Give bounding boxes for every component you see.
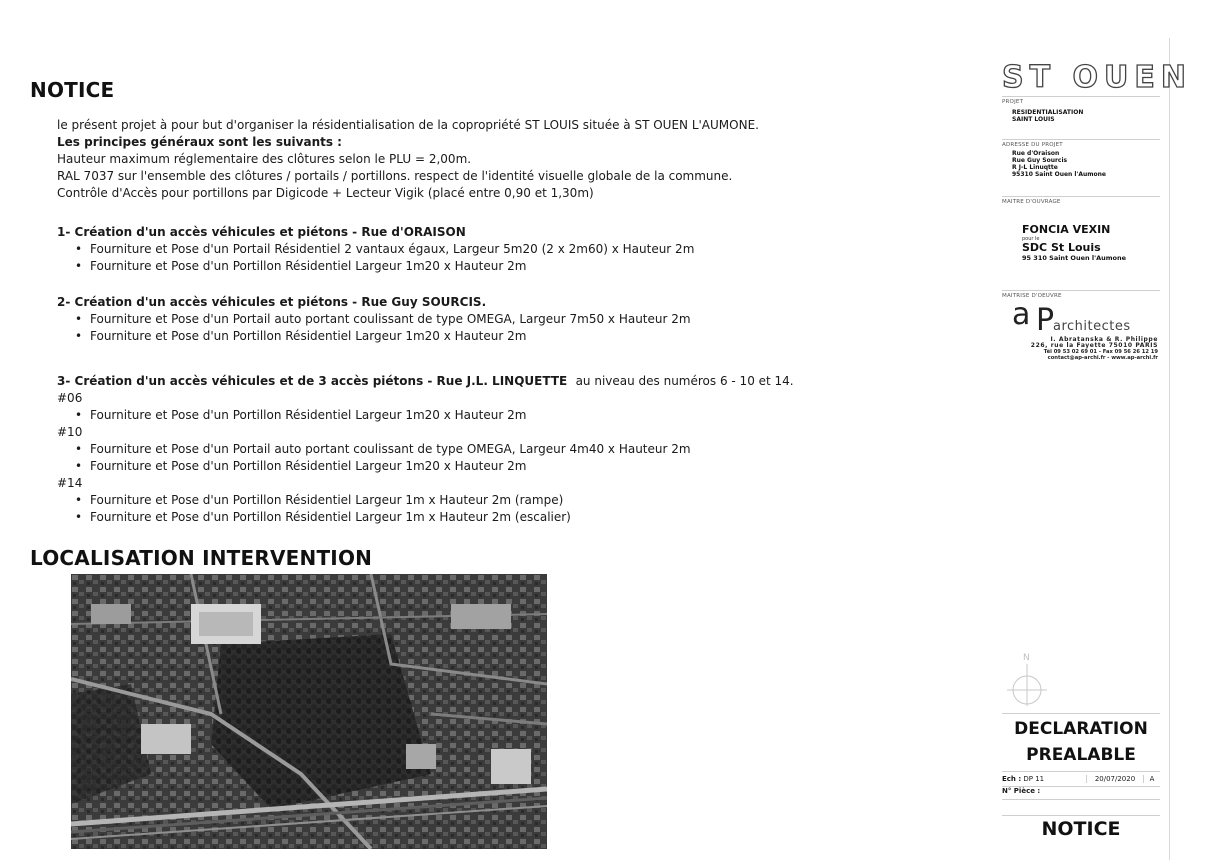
brand-logo: ST OUEN xyxy=(1002,60,1192,95)
maitrise-oeuvre-label: MAITRISE D'OEUVRE xyxy=(1002,293,1062,299)
declaration-block xyxy=(1002,713,1160,766)
svg-text:N: N xyxy=(1023,653,1030,663)
maitrise-oeuvre-block xyxy=(1002,290,1160,361)
architect-phone: Tél 09 53 02 69 01 - Fax 09 56 26 12 19 xyxy=(1043,349,1158,355)
section-linquette xyxy=(57,373,967,526)
adresse-line: Rue d'Oraison xyxy=(1012,150,1060,157)
adresse-label: ADRESSE DU PROJET xyxy=(1002,142,1063,148)
section-oraison xyxy=(57,224,967,275)
list-item: • Fourniture et Pose d'un Portail auto portant coulissant de type OMEGA, Largeur 7m50 x Hauteur 2m xyxy=(75,311,967,328)
section-sourcis xyxy=(57,294,967,345)
adresse-line: R J-L Linuqtte xyxy=(1012,164,1058,171)
list-item: • Fourniture et Pose d'un Portail auto portant coulissant de type OMEGA, Largeur 4m40 x Hauteur 2m xyxy=(75,441,967,458)
item-list xyxy=(57,241,967,275)
piece-label: N° Pièce : xyxy=(1002,787,1041,795)
scale-cell xyxy=(1002,775,1086,783)
list-item: • Fourniture et Pose d'un Portillon Résidentiel Largeur 1m20 x Hauteur 2m xyxy=(75,407,967,424)
maitre-ouvrage-address: 95 310 Saint Ouen l'Aumone xyxy=(1022,254,1127,262)
aerial-photo xyxy=(71,574,547,849)
index-cell: A xyxy=(1149,775,1155,783)
list-item: • Fourniture et Pose d'un Portillon Résidentiel Largeur 1m20 x Hauteur 2m xyxy=(75,258,967,275)
section-heading-suffix: au niveau des numéros 6 - 10 et 14. xyxy=(575,374,794,388)
architect-address: 226, rue la Fayette 75010 PARIS xyxy=(1030,342,1158,349)
list-item: • Fourniture et Pose d'un Portail Résidentiel 2 vantaux égaux, Largeur 5m20 (2 x 2m60) x Hauteur 2m xyxy=(75,241,967,258)
section-heading: 2- Création d'un accès véhicules et piétons - Rue Guy SOURCIS. xyxy=(57,295,487,309)
ap-architectes-logo: a P architectes xyxy=(1012,297,1131,338)
reference-table xyxy=(1002,771,1160,800)
logo-text: architectes xyxy=(1053,319,1131,334)
list-item: • Fourniture et Pose d'un Portillon Résidentiel Largeur 1m x Hauteur 2m (rampe) xyxy=(75,492,967,509)
adresse-line: Rue Guy Sourcis xyxy=(1012,157,1068,164)
intro-line: Contrôle d'Accès pour portillons par Digicode + Lecteur Vigik (placé entre 0,90 et 1,30m) xyxy=(57,186,594,200)
street-number: #14 xyxy=(57,476,83,490)
date-cell: 20/07/2020 xyxy=(1086,775,1144,783)
projet-block xyxy=(1002,96,1160,123)
reference-row xyxy=(1002,772,1160,786)
list-item: • Fourniture et Pose d'un Portillon Résidentiel Largeur 1m20 x Hauteur 2m xyxy=(75,328,967,345)
projet-line: SAINT LOUIS xyxy=(1012,116,1055,123)
title-block xyxy=(985,38,1192,860)
sidebar-notice-title: NOTICE xyxy=(1002,815,1160,840)
maitre-ouvrage-name: FONCIA VEXIN xyxy=(1022,223,1111,236)
street-number: #10 xyxy=(57,425,83,439)
adresse-line: 95310 Saint Ouen l'Aumone xyxy=(1012,171,1106,178)
list-item: • Fourniture et Pose d'un Portillon Résidentiel Largeur 1m20 x Hauteur 2m xyxy=(75,458,967,475)
maitre-ouvrage-info xyxy=(1002,223,1160,262)
notice-title: NOTICE xyxy=(30,78,115,102)
section-heading xyxy=(57,373,967,390)
intro-line: le présent projet à pour but d'organiser la résidentialisation de la copropriété ST LOUIS située à ST OUEN L'AUMONE. xyxy=(57,118,759,132)
item-list xyxy=(57,441,967,475)
item-list xyxy=(57,492,967,526)
item-list xyxy=(57,407,967,424)
projet-label: PROJET xyxy=(1002,99,1024,105)
street-number: #06 xyxy=(57,391,83,405)
maitre-ouvrage-client: SDC St Louis xyxy=(1022,241,1101,254)
piece-row xyxy=(1002,786,1160,799)
maitre-ouvrage-pour: pour le xyxy=(1022,236,1040,242)
ech-label: Ech : xyxy=(1002,775,1022,783)
maitre-ouvrage-label: MAITRE D'OUVRAGE xyxy=(1002,199,1061,205)
intro-paragraph xyxy=(57,117,957,202)
declaration-line2: PREALABLE xyxy=(1026,745,1136,765)
principles-heading: Les principes généraux sont les suivants : xyxy=(57,135,342,149)
architect-email: contact@ap-archi.fr - www.ap-archi.fr xyxy=(1047,355,1158,361)
adresse-block xyxy=(1002,139,1160,178)
item-list xyxy=(57,311,967,345)
architect-names: I. Abratanska & R. Philippe xyxy=(1050,336,1158,343)
maitre-ouvrage-block xyxy=(1002,196,1160,262)
intro-line: RAL 7037 sur l'ensemble des clôtures / portails / portillons. respect de l'identité visuelle globale de la commune. xyxy=(57,169,733,183)
section-heading: 1- Création d'un accès véhicules et piétons - Rue d'ORAISON xyxy=(57,225,466,239)
section-heading-bold: 3- Création d'un accès véhicules et de 3 accès piétons - Rue J.L. LINQUETTE xyxy=(57,374,568,388)
north-arrow-icon xyxy=(999,650,1055,706)
ech-value: DP 11 xyxy=(1023,775,1045,783)
declaration-line1: DECLARATION xyxy=(1014,719,1148,739)
intro-line: Hauteur maximum réglementaire des clôtures selon le PLU = 2,00m. xyxy=(57,152,472,166)
localisation-title: LOCALISATION INTERVENTION xyxy=(30,546,373,570)
list-item: • Fourniture et Pose d'un Portillon Résidentiel Largeur 1m x Hauteur 2m (escalier) xyxy=(75,509,967,526)
architect-contact xyxy=(1002,337,1160,361)
projet-line: RESIDENTIALISATION xyxy=(1012,109,1084,116)
